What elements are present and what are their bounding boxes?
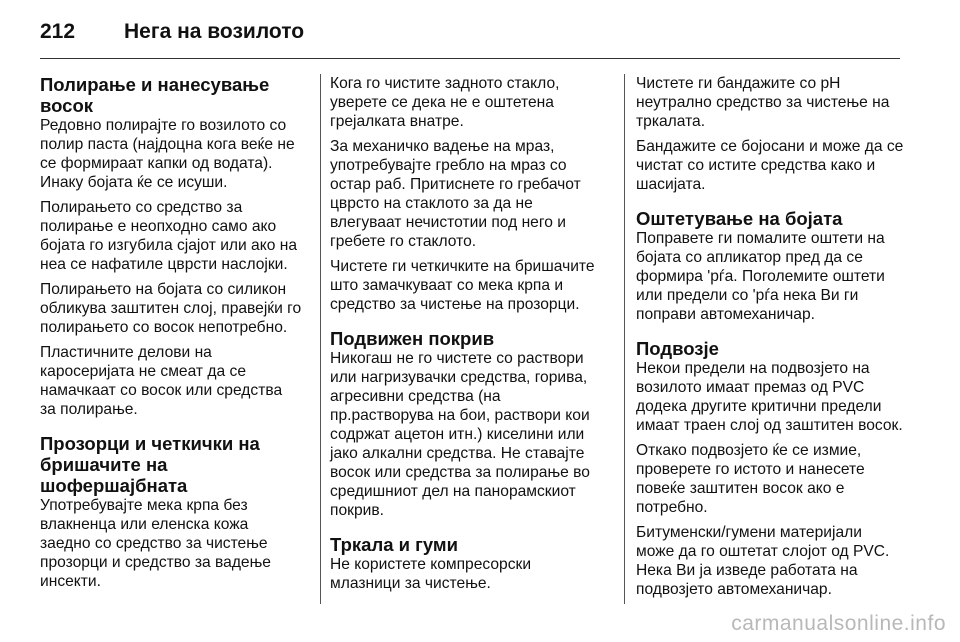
chapter-title: Нега на возилото [124,20,305,43]
page-number: 212 [40,20,76,43]
column-divider-1 [320,74,321,604]
section-heading-underbody: Подвозје [636,338,719,359]
paragraph: Не користете компресорски млазници за чистење. [330,556,532,592]
paragraph: Полирањето со средство за полирање е неопходно само ако бојата го изгубила сјајот или ако на неа се нафатиле цврсти наслојки. [40,199,297,273]
column-2 [330,74,605,599]
paragraph: Чистете ги четкичките на бришачите што замачкуваат со мека крпа и средство за чистење на прозорци. [330,258,595,313]
paragraph: Пластичните делови на каросеријата не смеат да се намачкаат со восок или средства за полирање. [40,344,283,418]
paragraph: Откако подвозјето ќе се измие, проверете го истото и нанесете повеќе заштитен восок ако е потребно. [636,442,865,516]
paragraph: За механичко вадење на мраз, употребувајте гребло на мраз со остар раб. Притиснете го гребачот цврсто на стаклото за да не влегуваат нечистотии под него и гребете го стаклото. [330,138,581,250]
section-heading-sunroof: Подвижен покрив [330,328,495,349]
paragraph: Никогаш не го чистете со раствори или нагризувачки средства, горива, агресивни средства (на пр.растворува на бои, раствори кои содржат ацетон итн.) киселини или јако алкални средства. Не ставајте восок или средства за полирање во средишниот дел на панорамскиот покрив. [330,350,590,519]
paragraph: Некои предели на подвозјето на возилото имаат премаз од PVC додека другите критични предели имаат траен слој од заштитен восок. [636,360,903,434]
paragraph: Редовно полирајте го возилото со полир паста (најдоцна кога веќе не се формираат капки од водата). Инаку бојата ќе се исуши. [40,117,295,191]
column-3 [636,74,904,605]
section-heading-paint-damage: Оштетување на бојата [636,208,843,229]
section-heading-windows: Прозорци и четкички на бришачите на шофершајбната [40,433,260,496]
header-rule [40,58,900,59]
paragraph: Битуменски/гумени материјали може да го оштетат слојот од PVC. Нека Ви ја изведе работата на подвозјето автомеханичар. [636,524,890,598]
watermark: carmanualsonline.info [731,612,946,635]
section-heading-polishing: Полирање и нанесување восок [40,74,270,116]
paragraph: Полирањето на бојата со силикон обликува заштитен слој, правејќи го полирањето со восок непотребно. [40,281,302,336]
paragraph: Поправете ги помалите оштети на бојата со апликатор пред да се формира 'рѓа. Поголемите оштети или предели со 'рѓа нека Ви ги поправи автомеханичар. [636,230,885,323]
column-divider-2 [624,74,625,604]
column-1 [40,74,302,597]
paragraph: Кога го чистите задното стакло, уверете се дека не е оштетена грејалката внатре. [330,75,560,130]
paragraph: Употребувајте мека крпа без влакненца или еленска кожа заедно со средство за чистење прозорци и средство за вадење инсекти. [40,497,271,590]
section-heading-wheels: Тркала и гуми [330,534,458,555]
paragraph: Чистете ги бандажите со pH неутрално средство за чистење на тркалата. [636,75,890,130]
page-header [40,12,304,52]
paragraph: Бандажите се бојосани и може да се чистат со истите средства како и шасијата. [636,138,904,193]
